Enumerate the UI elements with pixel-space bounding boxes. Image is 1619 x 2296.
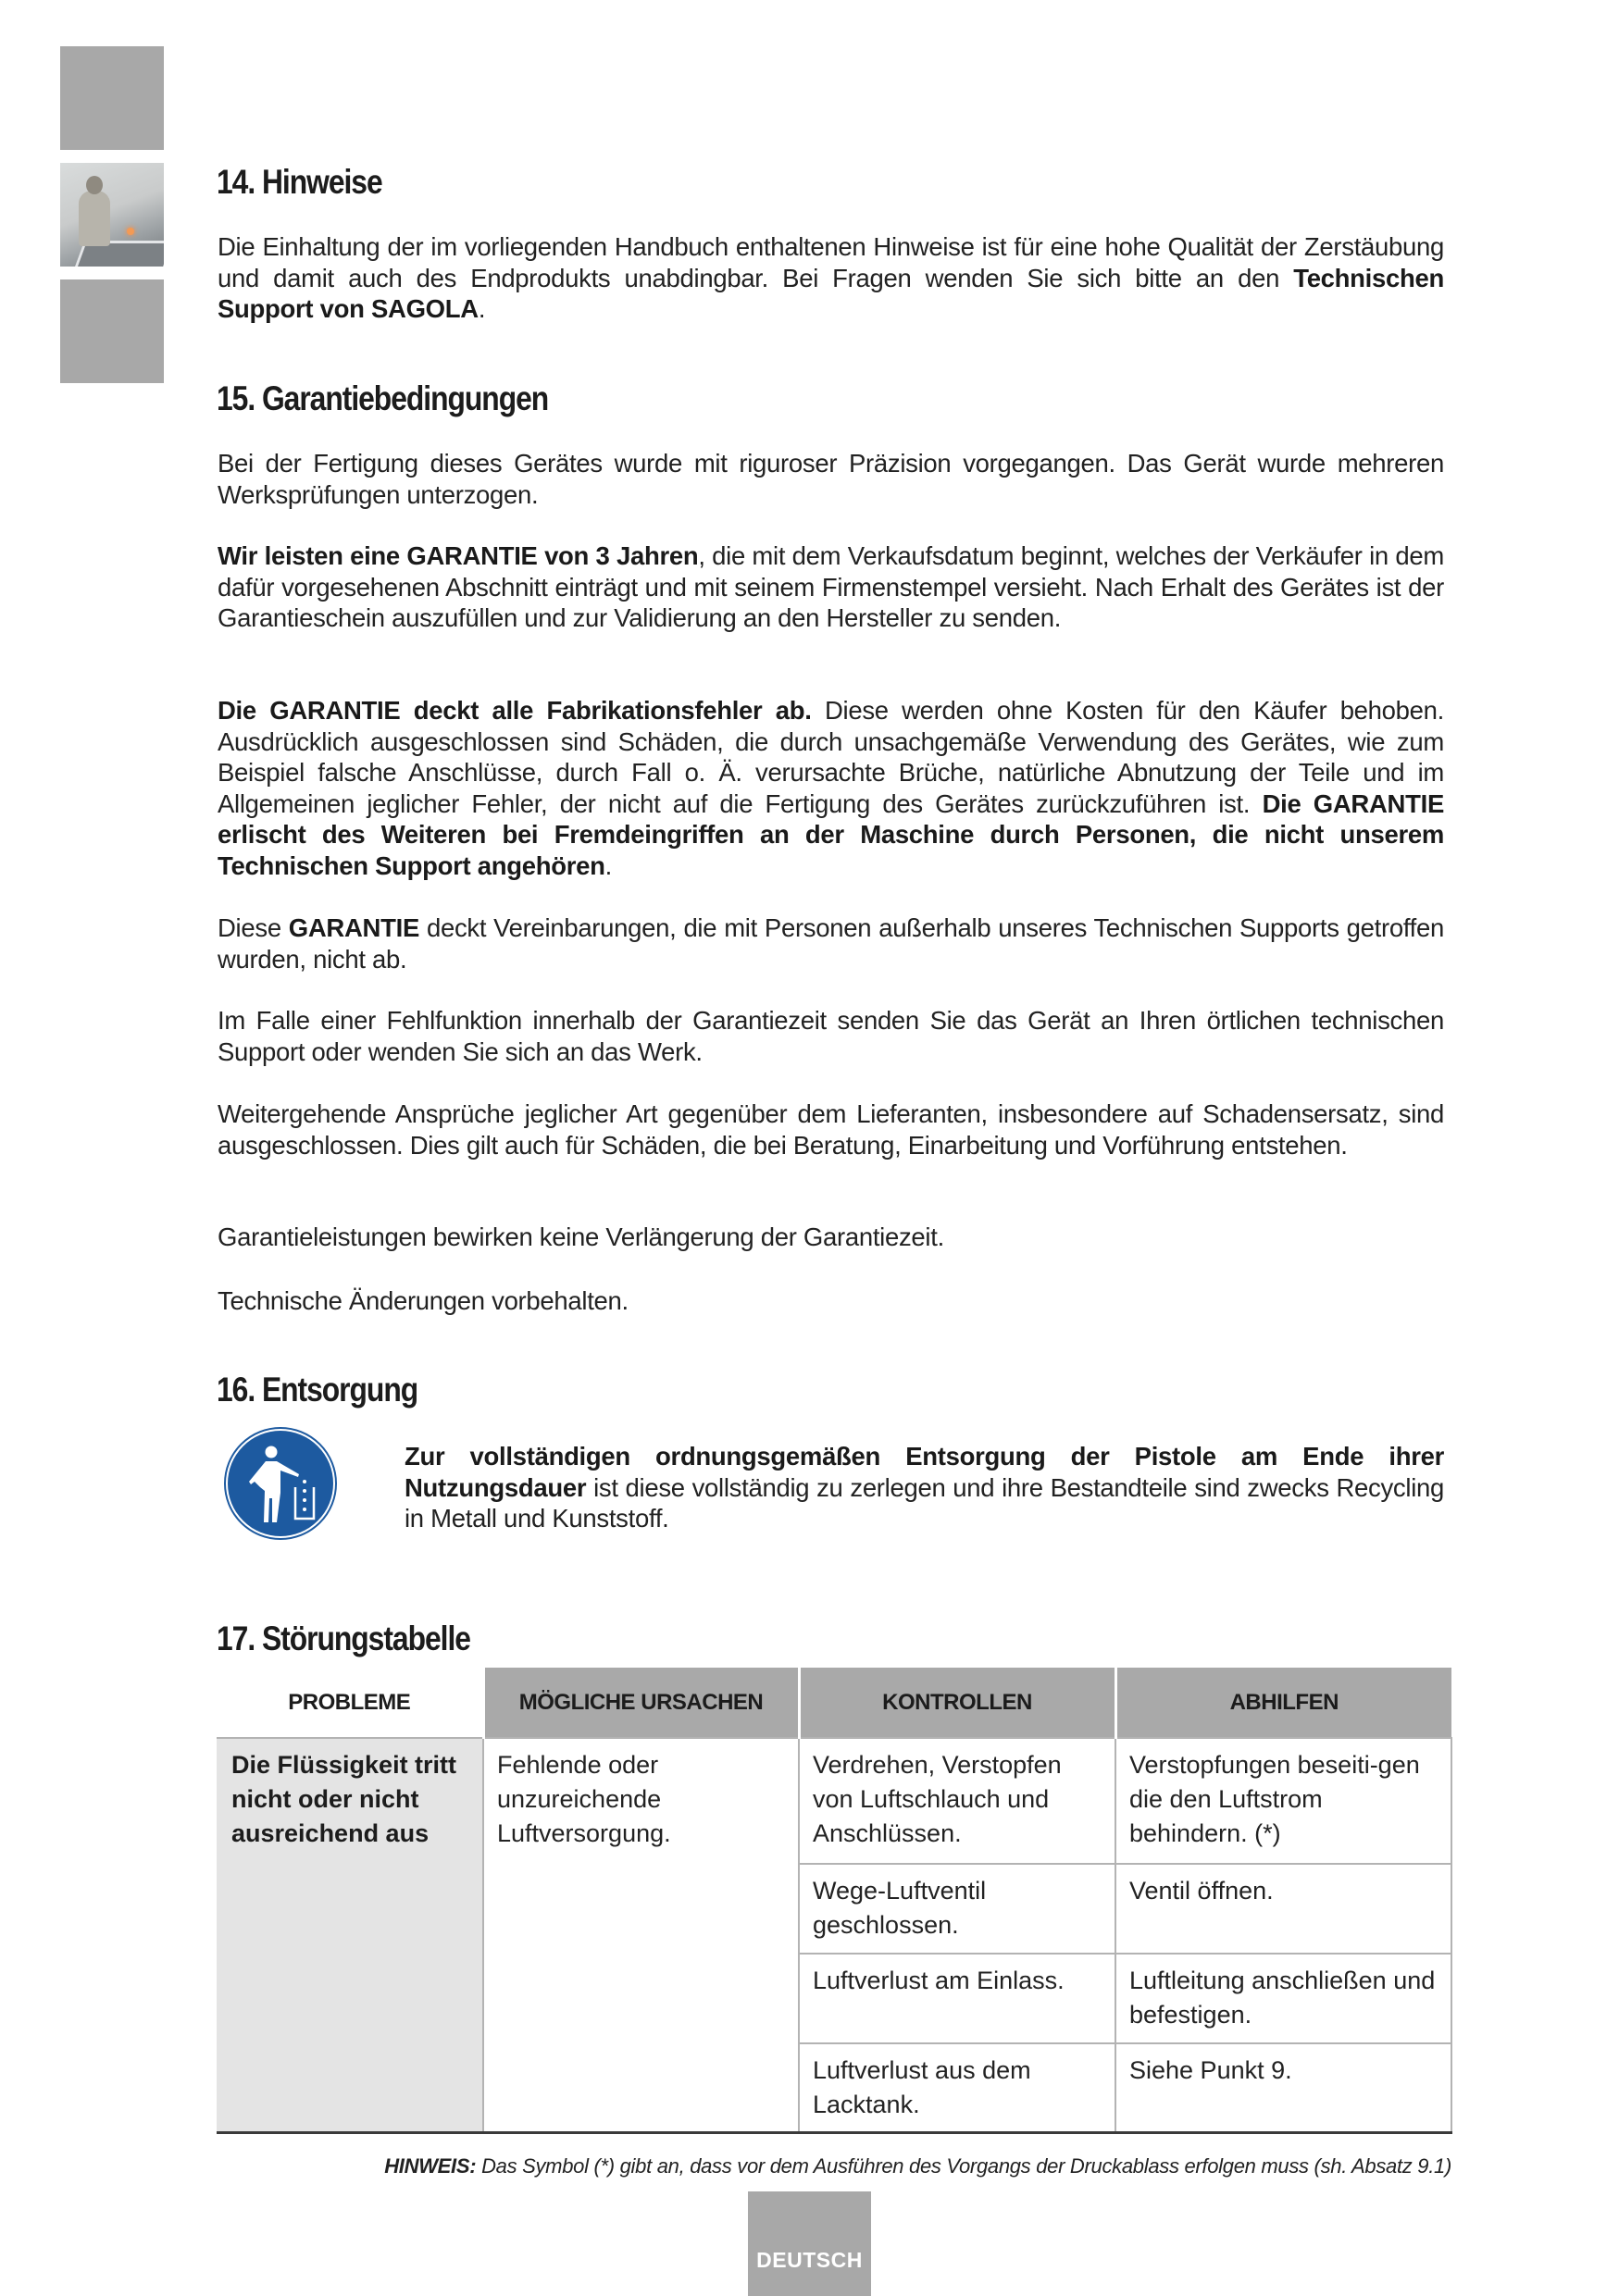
text: Diese [218,913,289,942]
troubleshooting-table [217,1668,1452,2134]
paragraph-hinweise [218,231,1444,325]
paragraph-garantie-4 [218,912,1444,974]
side-photo-painter [60,163,164,267]
side-gray-block-bottom [60,279,164,383]
control-cell: Verdrehen, Verstopfen von Luftschlauch und Anschlüssen. [799,1738,1115,1864]
dispose-in-bin-icon [223,1426,338,1541]
heading-garantie: 15. Garantiebedingungen [217,379,549,417]
remedy-cell: Ventil öffnen. [1115,1864,1451,1954]
control-cell: Wege-Luftventil geschlossen. [799,1864,1115,1954]
paragraph-garantie-2 [218,540,1444,634]
bold-text: Die GARANTIE deckt alle Fabrikationsfehler ab. [218,696,812,725]
paragraph-entsorgung [405,1441,1444,1534]
photo-spark-shape [127,228,134,235]
bold-text: Zur vollständigen ordnungsgemäßen Entsorgung der Pistole am Ende ihrer Nutzungsdauer [405,1442,1444,1502]
text: deckt Vereinbarungen, die mit Personen außerhalb unseres Technischen Supports getroffen wurden, nicht ab. [218,913,1444,974]
column-header-probleme: PROBLEME [217,1668,483,1738]
language-label: DEUTSCH [756,2248,863,2272]
control-cell: Luftverlust am Einlass. [799,1954,1115,2043]
bold-text: GARANTIE [288,913,419,942]
language-tab [748,2191,871,2296]
table-row [217,1738,1451,1864]
bold-text: Technischen Support von SAGOLA [218,263,1444,323]
photo-person-shape [79,191,110,246]
bold-text: Die GARANTIE erlischt des Weiteren bei Fremdeingriffen an der Maschine durch Personen, die nicht unserem Technischen Support angehören [218,788,1444,880]
text: . [604,850,612,880]
heading-stoerungstabelle: 17. Störungstabelle [217,1620,470,1657]
paragraph-garantie-7: Garantieleistungen bewirken keine Verlängerung der Garantiezeit. [218,1222,944,1251]
table-footnote [185,2154,1451,2178]
problem-cell: Die Flüssigkeit tritt nicht oder nicht ausreichend aus [217,1738,483,2132]
bold-text: Wir leisten eine GARANTIE von 3 Jahren [218,541,699,570]
heading-entsorgung: 16. Entsorgung [217,1371,418,1409]
note-text: Das Symbol (*) gibt an, dass vor dem Ausführen des Vorgangs der Druckablass erfolgen muss (sh. Absatz 9.1) [476,2154,1451,2178]
column-header-ursachen: MÖGLICHE URSACHEN [483,1668,799,1738]
photo-head-shape [86,176,103,194]
remedy-cell: Luftleitung anschließen und befestigen. [1115,1954,1451,2043]
text: Die Einhaltung der im vorliegenden Handbuch enthaltenen Hinweise ist für eine hohe Qualität der Zerstäubung und damit auch des Endprodukts unabdingbar. Bei Fragen wenden Sie sich bitte an den [218,232,1444,292]
paragraph-garantie-1: Bei der Fertigung dieses Gerätes wurde mit riguroser Präzision vorgegangen. Das Gerät wurde mehreren Werksprüfungen unterzogen. [218,449,1444,509]
text: Diese werden ohne Kosten für den Käufer behoben. Ausdrücklich ausgeschlossen sind Schäden, die durch unsachgemäße Verwendung des Gerätes, wie zum Beispiel falsche Anschlüsse, durch Fall o. Ä. verursachte Brüche, natürliche Abnutzung der Teile und im Allgemeinen jeglicher Fehler, der nicht auf die Fertigung des Gerätes zurückzuführen ist. [218,696,1444,818]
heading-hinweise: 14. Hinweise [217,163,382,201]
paragraph-garantie-6: Weitergehende Ansprüche jeglicher Art gegenüber dem Lieferanten, insbesondere auf Schadensersatz, sind ausgeschlossen. Dies gilt auch für Schäden, die bei Beratung, Einarbeitung und Vorführung entstehen. [218,1099,1444,1160]
note-label: HINWEIS: [384,2154,477,2178]
side-gray-block-top [60,46,164,150]
text: ist diese vollständig zu zerlegen und ihre Bestandteile sind zwecks Recycling in Metall und Kunststoff. [405,1472,1444,1533]
column-header-kontrollen: KONTROLLEN [799,1668,1115,1738]
paragraph-garantie-8: Technische Änderungen vorbehalten. [218,1286,629,1315]
control-cell: Luftverlust aus dem Lacktank. [799,2043,1115,2132]
table-header-row [217,1668,1451,1738]
remedy-cell: Siehe Punkt 9. [1115,2043,1451,2132]
paragraph-garantie-5: Im Falle einer Fehlfunktion innerhalb der Garantiezeit senden Sie das Gerät an Ihren örtlichen technischen Support oder wenden Sie sich an das Werk. [218,1006,1444,1066]
remedy-cell: Verstopfungen beseiti-gen die den Luftstrom behindern. (*) [1115,1738,1451,1864]
text: . [478,294,486,323]
text: , die mit dem Verkaufsdatum beginnt, welches der Verkäufer in dem dafür vorgesehenen Abschnitt einträgt und mit seinem Firmenstempel versieht. Nach Erhalt des Gerätes ist der Garantieschein auszufüllen und zur Validierung an den Hersteller zu senden. [218,541,1444,632]
column-header-abhilfen: ABHILFEN [1115,1668,1451,1738]
paragraph-garantie-3 [218,695,1444,881]
cause-cell: Fehlende oder unzureichende Luftversorgung. [483,1738,799,2132]
